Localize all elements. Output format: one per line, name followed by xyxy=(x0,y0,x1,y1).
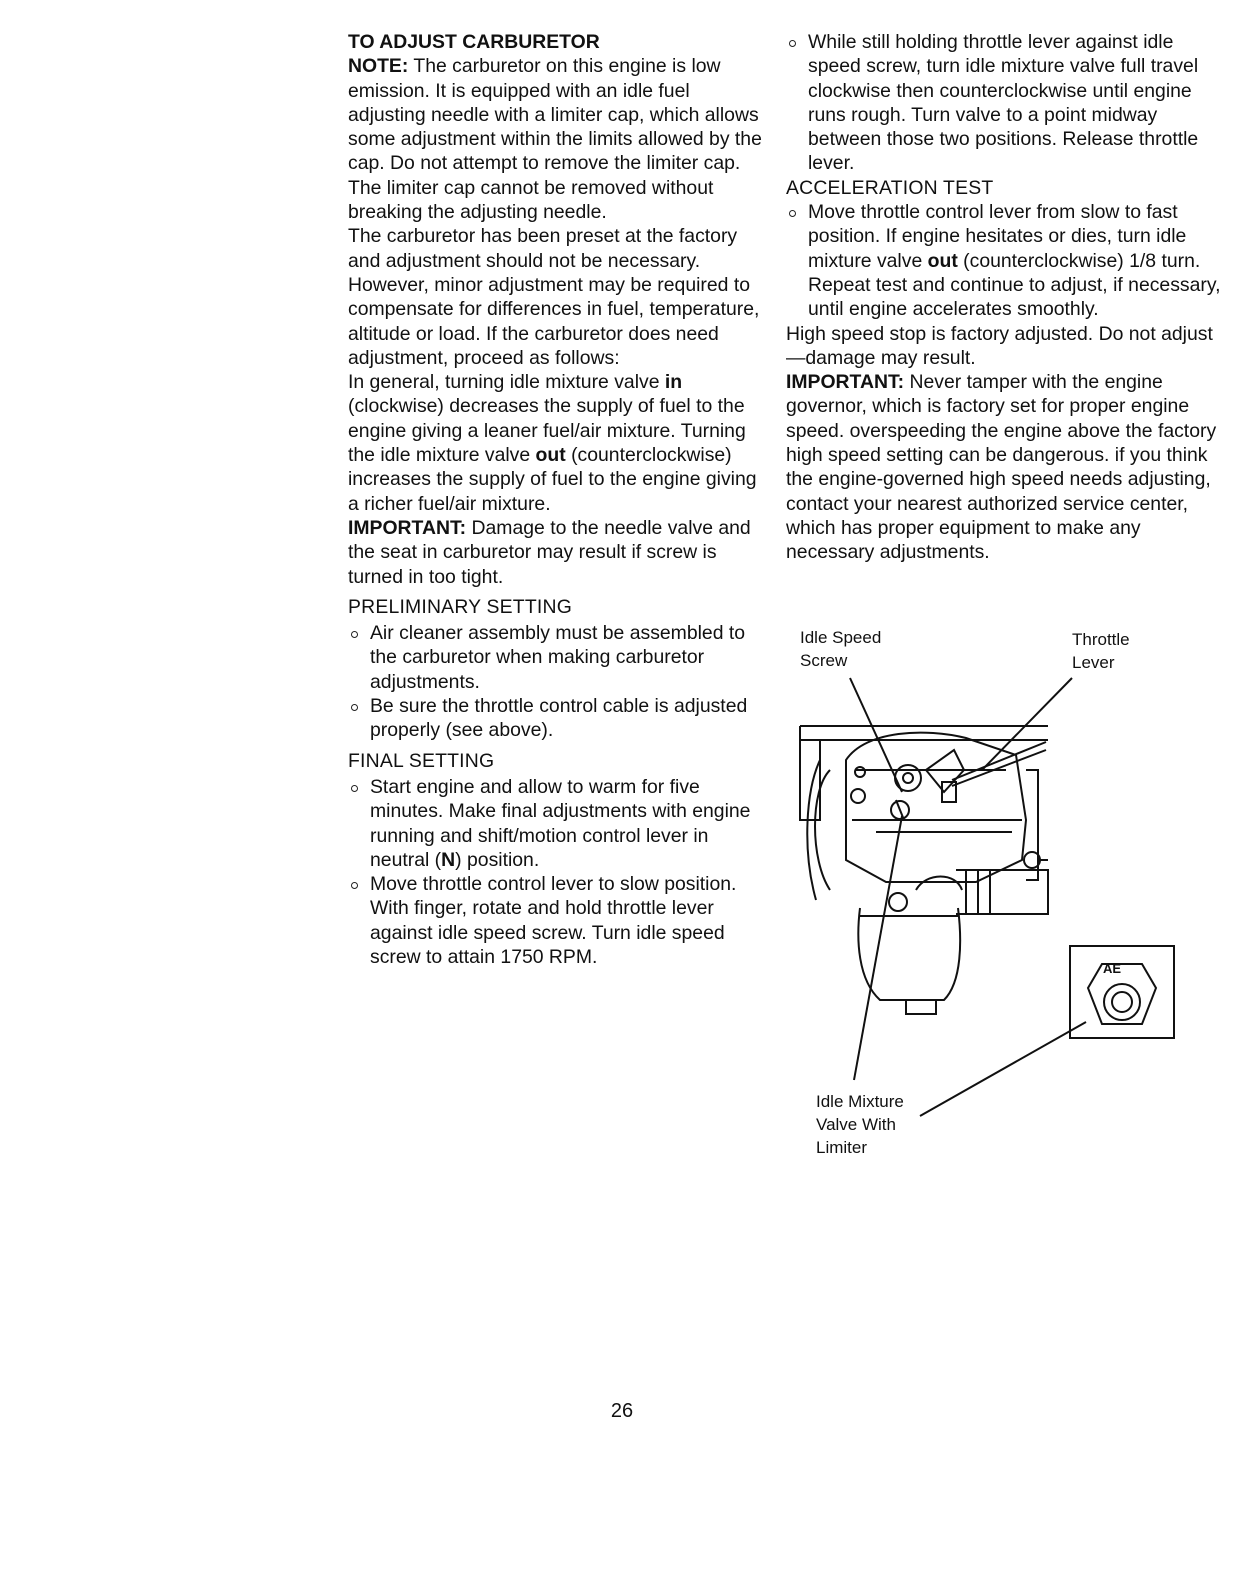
label-line: Idle Mixture xyxy=(816,1092,904,1111)
high-speed-paragraph: High speed stop is factory adjusted. Do not adjust—damage may result. xyxy=(786,322,1213,369)
list-item xyxy=(348,775,768,872)
general-paragraph xyxy=(348,370,768,516)
label-line: Throttle xyxy=(1072,630,1130,649)
preliminary-list xyxy=(348,621,768,742)
label-idle-mixture-valve xyxy=(816,1090,904,1159)
right-column xyxy=(786,30,1226,565)
general-text-a: In general, turning idle mixture valve xyxy=(348,371,665,394)
continued-list xyxy=(786,30,1226,176)
note-text: The carburetor on this engine is low emission. It is equipped with an idle fuel adjusting needle with a limiter cap, which allows some adjustment within the limits allowed by the cap. Do not attempt to remove the limiter cap. The limiter cap cannot be removed without breaking the adjusting needle. xyxy=(348,55,762,224)
final-bullet-text-b: ) position. xyxy=(455,848,540,871)
limiter-cap-outline xyxy=(1088,964,1156,1024)
carburetor-figure xyxy=(776,620,1236,1180)
throttle-cable xyxy=(952,742,1046,780)
float-bowl xyxy=(858,908,960,1000)
left-column xyxy=(348,30,768,969)
fitting xyxy=(889,893,907,911)
label-throttle-lever xyxy=(1072,628,1130,674)
leader-line-limiter xyxy=(920,1022,1086,1116)
accel-text-b: (counterclockwise) 1/8 turn. Repeat test and continue to adjust, if necessary, until engine accelerates smoothly. xyxy=(808,249,1221,321)
drain-plug xyxy=(906,1000,936,1014)
important-text: Never tamper with the engine governor, which is factory set for proper engine speed. overspeeding the engine above the factory high speed setting can be dangerous. if you think the engine-governed high speed needs adjusting, contact your nearest authorized service center, which has proper equipment to make any necessary adjustments. xyxy=(786,371,1217,564)
note-paragraph xyxy=(348,54,768,224)
note-label: NOTE: xyxy=(348,55,409,78)
label-line: Idle Speed xyxy=(800,628,882,647)
neutral-emphasis: N xyxy=(441,848,456,871)
list-item: Be sure the throttle control cable is adjusted properly (see above). xyxy=(348,694,768,743)
intake-tube xyxy=(956,870,1048,914)
final-bullet-text-a: Start engine and allow to warm for five minutes. Make final adjustments with engine running and shift/motion control lever in neutral ( xyxy=(370,775,751,871)
label-line: Valve With xyxy=(816,1115,896,1134)
preset-paragraph: The carburetor has been preset at the factory and adjustment should not be necessary. However, minor adjustment may be required to compensate for differences in fuel, temperature, altitude or load. If the carburetor does need adjustment, proceed as follows: xyxy=(348,225,760,369)
list-item: Air cleaner assembly must be assembled to the carburetor when making carburetor adjustments. xyxy=(348,621,768,694)
page-number: 26 xyxy=(610,1400,634,1422)
flange xyxy=(1026,770,1038,880)
preliminary-heading: PRELIMINARY SETTING xyxy=(348,595,572,618)
accel-out-emphasis: out xyxy=(927,249,958,272)
important-paragraph-right xyxy=(786,370,1226,564)
leader-line-mixture xyxy=(854,816,902,1080)
pulley xyxy=(815,770,830,890)
final-list xyxy=(348,775,768,969)
acceleration-heading: ACCELERATION TEST xyxy=(786,176,994,199)
bolt xyxy=(851,789,865,803)
acceleration-list xyxy=(786,200,1226,321)
important-paragraph xyxy=(348,516,768,589)
label-idle-speed-screw xyxy=(800,626,881,672)
important-label: IMPORTANT: xyxy=(786,371,905,394)
accel-text-a: Move throttle control lever from slow to fast position. If engine hesitates or dies, turn idle mixture valve xyxy=(808,201,1187,272)
cap-marking: AE xyxy=(1102,961,1122,976)
carburetor-body xyxy=(846,733,1026,882)
label-line: Limiter xyxy=(816,1138,868,1157)
list-item: While still holding throttle lever against idle speed screw, turn idle mixture valve full travel clockwise then counterclockwise until engine runs rough. Turn valve to a point midway between those two positions. Release throttle lever. xyxy=(786,30,1226,176)
label-line: Screw xyxy=(800,651,848,670)
general-out-emphasis: out xyxy=(535,444,566,467)
general-text-c: (counterclockwise) increases the supply of fuel to the engine giving a richer fuel/air mixture. xyxy=(348,444,757,515)
label-line: Lever xyxy=(1072,653,1115,672)
leader-line-throttle xyxy=(982,678,1072,770)
section-heading: TO ADJUST CARBURETOR xyxy=(348,31,600,53)
final-heading: FINAL SETTING xyxy=(348,749,495,772)
limiter-cap xyxy=(1104,984,1140,1020)
important-text: Damage to the needle valve and the seat in carburetor may result if screw is turned in too tight. xyxy=(348,516,751,588)
list-item xyxy=(786,200,1226,321)
choke-elbow xyxy=(916,877,962,891)
general-in-emphasis: in xyxy=(664,371,683,394)
general-text-b: (clockwise) decreases the supply of fuel to the engine giving a leaner fuel/air mixture. Turning the idle mixture valve xyxy=(348,395,746,467)
housing-outline xyxy=(807,760,820,900)
list-item: Move throttle control lever to slow position. With finger, rotate and hold throttle lever against idle speed screw. Turn idle speed screw to attain 1750 RPM. xyxy=(348,872,768,969)
important-label: IMPORTANT: xyxy=(348,516,467,539)
